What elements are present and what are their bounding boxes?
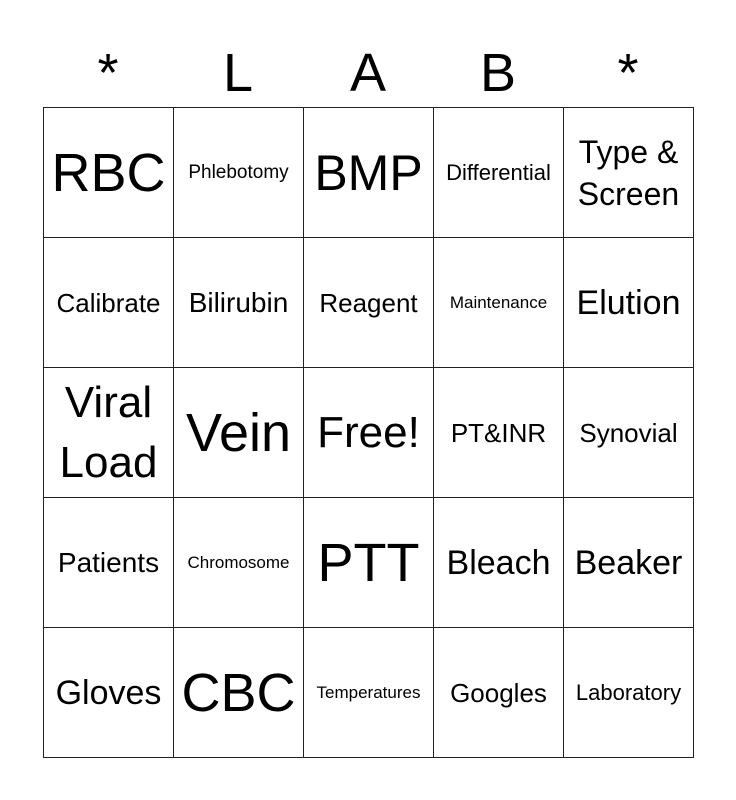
- bingo-cell-r1c4[interactable]: [564, 238, 694, 368]
- cell-label: Calibrate: [56, 287, 161, 318]
- cell-label: Viral Load: [59, 377, 158, 487]
- cell-label: CBC: [181, 662, 296, 723]
- cell-label: Free!: [317, 407, 420, 457]
- cell-label: Type & Screen: [577, 133, 680, 212]
- cell-label: Beaker: [574, 543, 683, 582]
- bingo-cell-r1c2[interactable]: [304, 238, 434, 368]
- cell-label: Reagent: [319, 287, 418, 318]
- bingo-cell-r0c4[interactable]: [564, 108, 694, 238]
- cell-label: Laboratory: [575, 679, 682, 705]
- bingo-cell-r0c2[interactable]: [304, 108, 434, 238]
- cell-label: Bleach: [446, 543, 551, 582]
- cell-label: Maintenance: [449, 292, 548, 312]
- bingo-grid: [43, 107, 694, 758]
- bingo-cell-r4c4[interactable]: [564, 628, 694, 758]
- header-letter-a: A: [349, 43, 387, 103]
- bingo-cell-r4c2[interactable]: [304, 628, 434, 758]
- bingo-cell-r4c1[interactable]: [174, 628, 304, 758]
- bingo-cell-r2c2[interactable]: [304, 368, 434, 498]
- bingo-cell-r1c3[interactable]: [434, 238, 564, 368]
- bingo-cell-r2c4[interactable]: [564, 368, 694, 498]
- cell-label: Synovial: [579, 417, 678, 448]
- bingo-cell-r2c1[interactable]: [174, 368, 304, 498]
- cell-label: Googles: [450, 677, 547, 708]
- cell-label: Patients: [57, 546, 160, 578]
- cell-label: Chromosome: [187, 552, 290, 572]
- bingo-cell-r0c1[interactable]: [174, 108, 304, 238]
- bingo-cell-r1c0[interactable]: [44, 238, 174, 368]
- bingo-header: [43, 40, 693, 106]
- bingo-cell-r2c3[interactable]: [434, 368, 564, 498]
- bingo-cell-r4c0[interactable]: [44, 628, 174, 758]
- bingo-cell-r0c3[interactable]: [434, 108, 564, 238]
- bingo-cell-r3c3[interactable]: [434, 498, 564, 628]
- bingo-cell-r3c0[interactable]: [44, 498, 174, 628]
- cell-label: PTT: [317, 532, 420, 593]
- header-letter-star-right: *: [617, 43, 639, 103]
- bingo-cell-r3c2[interactable]: [304, 498, 434, 628]
- header-letter-star-left: *: [97, 43, 119, 103]
- cell-label: Gloves: [55, 673, 162, 712]
- cell-label: RBC: [51, 142, 166, 203]
- header-letter-b: B: [479, 43, 517, 103]
- cell-label: Elution: [576, 283, 681, 322]
- bingo-cell-r4c3[interactable]: [434, 628, 564, 758]
- cell-label: Differential: [446, 159, 551, 185]
- header-letter-l: L: [222, 43, 254, 103]
- bingo-cell-r1c1[interactable]: [174, 238, 304, 368]
- cell-label: Temperatures: [316, 682, 421, 702]
- bingo-cell-r3c4[interactable]: [564, 498, 694, 628]
- bingo-cell-r3c1[interactable]: [174, 498, 304, 628]
- bingo-cell-r0c0[interactable]: [44, 108, 174, 238]
- cell-label: BMP: [314, 144, 423, 201]
- cell-label: Phlebotomy: [188, 161, 289, 183]
- cell-label: Vein: [185, 402, 292, 463]
- cell-label: Bilirubin: [188, 286, 289, 318]
- bingo-cell-r2c0[interactable]: [44, 368, 174, 498]
- cell-label: PT&INR: [450, 417, 547, 448]
